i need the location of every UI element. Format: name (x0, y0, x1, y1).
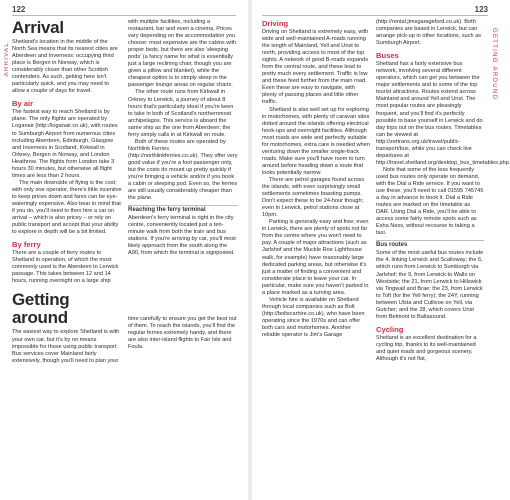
ferry-paragraph-cont: with multiple facilities, including a restaurant, bar and even a cinema. Prices vary depending on the accommodation you choose: most expensive are the cabins with proper beds, but there are also 'sleeping pods' (a fancy name for what is essentially just a large reclining chair, though you are given a pillow and blanket), while the cheapest option is to simply sleep in the passenger lounge areas on regular chairs. (128, 19, 237, 89)
heading-by-ferry: By ferry (12, 240, 41, 250)
page-number-left: 122 (12, 5, 26, 14)
heading-buses: Buses (376, 51, 399, 61)
car-hire-cont: (http://rental.jimsgarageford.co.uk). Both companies are based in Lerwick, but can arrange pick-up in other locations, such as Sumburgh Airport. (376, 19, 482, 47)
by-air-paragraph-1: The fastest way to reach Shetland is by plane. The only flights are operated by Loganair (http://loganair.co.uk), with routes to Sumburgh Airport from numerous cities including Aberdeen, Edinburgh, Glasgow and Inverness in Scotland, Kirkwall in Orkney, Bergen in Norway, and London Heathrow. The flights from London take 3 hours 30 minutes, but otherwise all flight times are less than 2 hours. (12, 109, 118, 179)
right-column-1 (262, 19, 370, 496)
driving-paragraph-1: Driving on Shetland is extremely easy, with wide and well-maintained A-roads running the length of Mainland, Yell and Unst to north, providing access to most of the top sights. A network of good B-roads expands from the central route, and these lead to pretty much every settlement. Traffic is low and these feed further from the main road. Even these are easy to navigate, with plenty of passing places and little other traffic. (262, 29, 369, 106)
bus-routes-paragraph: Some of the most useful bus routes include the 4, linking Lerwick and Scalloway; the 6, which runs from Lerwick to Sumburgh via Jarlshof; the 9, from Lerwick to Walls on Westside; the 21, from Lerwick to Hillswick via Tingwall and Brae; the 23, from Lerwick to Toft (for the Yell ferry); the 24Y, running between Ulsta and Cullivoe on Yell, via Gutcher; and the 28, which covers Unst from Belmont to Baltasound. (376, 250, 484, 320)
cycling-paragraph: Shetland is an excellent destination for a cycling trip, thanks to its well-maintained and quiet roads and gorgeous scenery. Although it's not flat, (376, 334, 477, 362)
page-number-right: 123 (474, 5, 488, 14)
driving-paragraph-5: Vehicle hire is available on Shetland through local companies such as Bolt (http://boltscarhire.co.uk), who have been operating since the 1970s and can offer both cars and motorhomes. Another reliable operator is Jim's Garage (262, 296, 365, 339)
heading-reaching-ferry-terminal: Reaching the ferry terminal (128, 205, 238, 214)
by-air-paragraph-2: The main downside of flying is the cost; with only one operator, there's little incentive to keep prices down and fares can be eye-wateringly expensive. Also bear in mind that if you do, you'll need to then hire a car on arrival – which is also pricey – or rely on public transport and accept that your ability to explore in depth will be a bit limited. (12, 179, 122, 236)
header-rule-left (12, 15, 236, 16)
book-gutter (248, 0, 252, 500)
chapter-title-arrival: Arrival (12, 18, 64, 37)
left-page (0, 0, 246, 500)
arrival-intro: Shetland's location in the middle of the North Sea means that its nearest cities are Aberdeen and Inverness: occupying third place is Bergen in Norway, which is considerably closer than other Scottish contenders. As such, getting here isn't particularly quick, and you may need to allow a couple of days for travel. (12, 39, 118, 95)
heading-bus-routes: Bus routes (376, 240, 484, 249)
side-tab-arrival: ARRIVAL (4, 42, 10, 77)
heading-cycling: Cycling (376, 324, 404, 334)
heading-driving: Driving (262, 19, 289, 28)
buses-paragraph-1: Shetland has a fairly extensive bus network, involving several different operators, which can get you between the major settlements and to some of the top tourist attractions. Routes extend across Mainland and around Yell and Unst. The most popular routes are pleasingly frequent, and you'll find it's perfectly possible to base yourself in Lerwick and do day trips out on the bus routes. Timetables can be viewed at http://zettrans.org.uk/travel/public-transport/bus, while you can check live departures at http://travel.shetland.org/desktop_bus_timetables.php. (376, 61, 510, 166)
left-column-1 (12, 19, 122, 496)
getting-around-intro: The easiest way to explore Shetland is with your own car, but it's by no means impossible for those using public transport. Bus services cover Mainland fairly extensively, though you'll need to plan your (12, 329, 120, 364)
driving-paragraph-2: Shetland is also well set up for exploring in motorhomes, with plenty of caravan sites dotted around the islands offering electrical hook-ups and overnight facilities. Although most roads are wide and perfectly suitable for motorhomes, extra care is needed when venturing down the smaller single-track roads. Make sure you'll have room to turn around before heading down a route that looks potentially narrow. (262, 106, 370, 176)
by-ferry-paragraph-1: There are a couple of ferry routes to Shetland in operation, of which the most commonly used is the Aberdeen to Lerwick passage. This takes between 12 and 14 hours, running overnight on a large ship (12, 250, 119, 285)
header-rule-right (262, 15, 488, 16)
left-column-2 (128, 19, 238, 496)
right-page (254, 0, 510, 500)
reaching-terminal-paragraph: Aberdeen's ferry terminal is right in the city centre, conveniently located just a ten-minute walk from both the train and bus stations. If you're arriving by car, you'll most likely approach from the south along the A90, from which the terminal is signposted. (128, 215, 236, 257)
heading-by-air: By air (12, 99, 34, 109)
driving-paragraph-4: Parking is generally easy and free; even in Lerwick, there are plenty of spots not far from the centre where you won't need to pay. A couple of major attractions (such as Jarlshof and the Muckle Roe Lighthouse walk, for example) have reasonably large dedicated parking areas, but otherwise it's just a matter of finding a convenient and considerate place to leave your car. In particular, make sure you haven't parked in a place marked as a turning area. (262, 219, 369, 296)
chapter-title-getting-around: Getting around (12, 290, 70, 328)
getting-around-cont: time carefully to ensure you get the best out of them. To reach the islands, you'll find the regular ferries extremely handy, and there are also inter-island flights to Fair Isle and Foula. (128, 315, 237, 350)
ferry-paragraph-orkney: The other route runs from Kirkwall in Orkney to Lerwick, a journey of about 8 hours that's particularly ideal if you're keen to take in both of Scotland's northernmost archipelagos. This service is aboard the same ship as the one from Aberdeen; the ferry simply calls in at Kirkwall en route. (128, 89, 234, 138)
driving-paragraph-3: There are petrol garages found across the islands, with even surprisingly small settlements sometimes boasting pumps. Don't expect these to be 24-hour though; even in Lerwick, petrol stations close at 10pm. (262, 176, 365, 219)
side-tab-getting-around: GETTING AROUND (491, 28, 497, 101)
ferry-paragraph-northlink: Both of these routes are operated by Northlink Ferries (http://northlinkferries.co.uk). They offer very good value if you're a foot passenger only, but the costs do mount up pretty quickly if you're bringing a vehicle and/or if you book a cabin or sleeping pod. Even so, the ferries are still usually considerably cheaper than the plane. (128, 138, 238, 202)
buses-paragraph-2: Note that some of the less frequently used bus routes only operate on demand, with the Dial a Ride service. If you want to use these, you'll need to call 01595 745745 a day in advance to book it. Dial a Ride routes are marked on the timetable as DAR. Using Dial a Ride, you'll be able to access some fairly remote spots such as Esha Ness, without recourse to taking a taxi. (376, 166, 484, 237)
